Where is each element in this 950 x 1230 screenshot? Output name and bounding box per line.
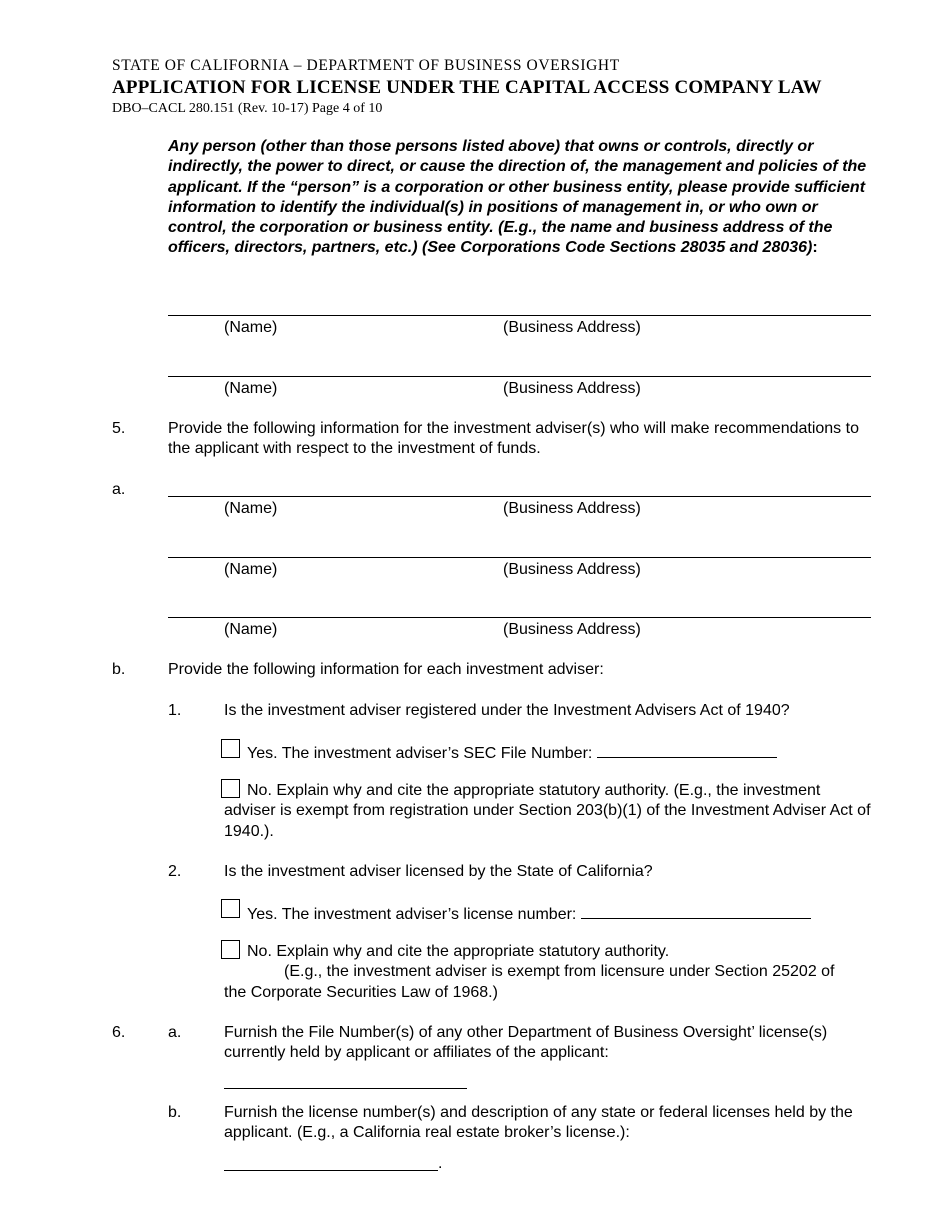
q5-text: Provide the following information for the investment adviser(s) who will make recommendations to the applicant with respect to the investment of funds. xyxy=(168,420,859,458)
adviser-line-3[interactable] xyxy=(168,617,871,618)
q6a-answer-line[interactable] xyxy=(224,1088,467,1089)
form-id: DBO–CACL 280.151 (Rev. 10-17) Page 4 of 10 xyxy=(112,101,383,116)
q5-number: 5. xyxy=(112,420,126,437)
name-label: (Name) xyxy=(224,561,278,578)
q5b-text: Provide the following information for each investment adviser: xyxy=(168,661,604,678)
q6a-marker: a. xyxy=(168,1024,182,1041)
sec-file-number-field[interactable] xyxy=(597,741,777,758)
ca-yes-row xyxy=(247,902,811,925)
name-label: (Name) xyxy=(224,380,278,397)
q6b-text: Furnish the license number(s) and description of any state or federal licenses held by the applicant. (E.g., a California real estate broker’s license.): xyxy=(224,1104,853,1142)
q5b-item2-number: 2. xyxy=(168,863,182,880)
q6a-text: Furnish the File Number(s) of any other Department of Business Oversight’ license(s) currently held by applicant or affiliates of the applicant: xyxy=(224,1024,828,1062)
address-label: (Business Address) xyxy=(503,319,641,336)
sec-yes-text: Yes. The investment adviser’s SEC File Number: xyxy=(247,745,597,762)
ca-yes-text: Yes. The investment adviser’s license number: xyxy=(247,906,581,923)
address-label: (Business Address) xyxy=(503,500,641,517)
q6b-answer-line[interactable] xyxy=(224,1170,438,1171)
ca-no-checkbox[interactable] xyxy=(221,940,240,959)
ca-no-text-1: No. Explain why and cite the appropriate statutory authority. xyxy=(247,943,670,960)
adviser-line-1[interactable] xyxy=(168,496,871,497)
intro-colon: : xyxy=(812,239,818,257)
sec-yes-row xyxy=(247,741,777,764)
address-label: (Business Address) xyxy=(503,380,641,397)
q6b-end: . xyxy=(438,1155,443,1172)
intro-paragraph xyxy=(168,137,874,259)
owner-line-1[interactable] xyxy=(168,315,871,316)
q5b-marker: b. xyxy=(112,661,126,678)
ca-license-number-field[interactable] xyxy=(581,902,811,919)
sec-yes-checkbox[interactable] xyxy=(221,739,240,758)
q5b-item2-question: Is the investment adviser licensed by the State of California? xyxy=(224,863,653,880)
q5b-item1-number: 1. xyxy=(168,702,182,719)
adviser-line-2[interactable] xyxy=(168,557,871,558)
intro-text: Any person (other than those persons listed above) that owns or controls, directly or indirectly, the power to direct, or cause the direction of, the management and policies of the applicant. If the “person” is a corporation or other business entity, please provide sufficient information to identify the individual(s) in positions of management in, or who own or control, the corporation or business entity. (E.g., the name and business address of the officers, directors, partners, etc.) (See Corporations Code Sections 28035 and 28036) xyxy=(168,138,867,257)
q5b-item1-question: Is the investment adviser registered under the Investment Advisers Act of 1940? xyxy=(224,702,790,719)
owner-line-2[interactable] xyxy=(168,376,871,377)
form-title: APPLICATION FOR LICENSE UNDER THE CAPITAL ACCESS COMPANY LAW xyxy=(112,77,822,98)
name-label: (Name) xyxy=(224,500,278,517)
q5a-marker: a. xyxy=(112,481,126,498)
sec-no-text: No. Explain why and cite the appropriate statutory authority. (E.g., the investment adviser is exempt from registration under Section 203(b)(1) of the Investment Adviser Act of 1940.). xyxy=(224,782,871,840)
address-label: (Business Address) xyxy=(503,561,641,578)
ca-no-text-2: (E.g., the investment adviser is exempt from licensure under Section 25202 of xyxy=(284,963,835,980)
agency-header: STATE OF CALIFORNIA – DEPARTMENT OF BUSINESS OVERSIGHT xyxy=(112,57,620,74)
name-label: (Name) xyxy=(224,621,278,638)
q6b-marker: b. xyxy=(168,1104,182,1121)
ca-no-text-3: the Corporate Securities Law of 1968.) xyxy=(224,984,498,1001)
q6-number: 6. xyxy=(112,1024,126,1041)
name-label: (Name) xyxy=(224,319,278,336)
address-label: (Business Address) xyxy=(503,621,641,638)
ca-yes-checkbox[interactable] xyxy=(221,899,240,918)
